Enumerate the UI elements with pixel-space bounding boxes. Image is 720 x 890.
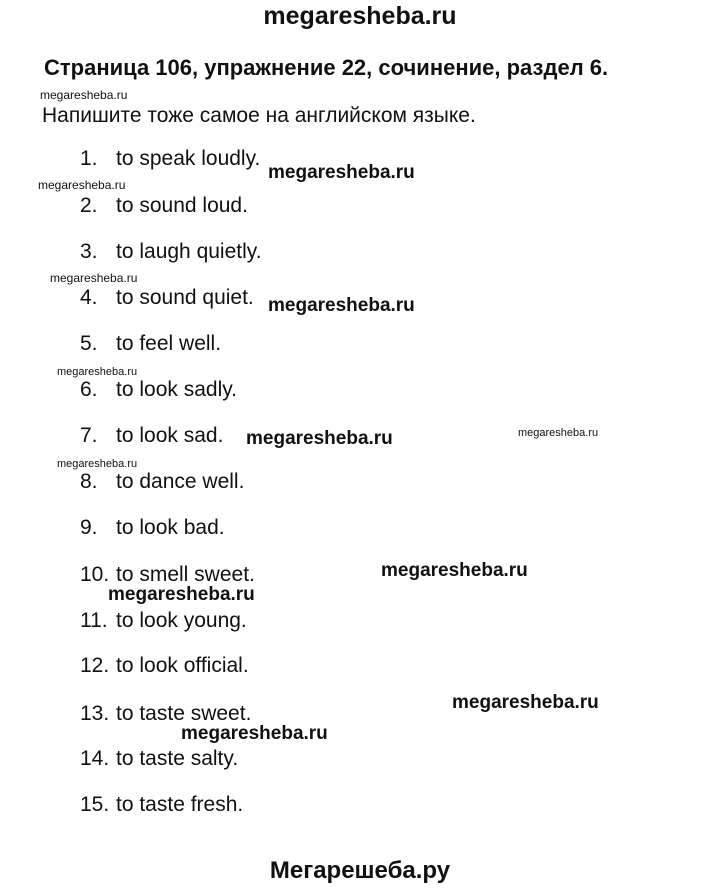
item-text: to sound quiet. [116,286,254,309]
item-number: 5. [80,332,98,355]
item-number: 9. [80,516,98,539]
item-number: 6. [80,378,98,401]
list-item [80,332,221,356]
item-number: 2. [80,194,98,217]
watermark: megaresheba.ru [40,88,128,102]
watermark: megaresheba.ru [38,178,126,192]
item-number: 7. [80,424,98,447]
list-item [80,378,237,402]
item-number: 14. [80,747,110,770]
item-text: to look bad. [116,516,225,539]
list-item [80,654,249,678]
item-number: 4. [80,286,98,309]
list-item [80,793,243,817]
item-number: 10. [80,563,110,586]
watermark: megaresheba.ru [181,723,328,744]
item-text: to look sad. [116,424,224,447]
watermark: megaresheba.ru [518,427,599,439]
item-text: to look sadly. [116,378,238,401]
list-item [80,424,223,448]
site-header: megaresheba.ru [263,2,457,30]
list-item [80,286,254,310]
watermark: megaresheba.ru [57,458,138,470]
item-text: to speak loudly. [116,147,261,170]
item-number: 13. [80,702,110,725]
item-number: 1. [80,147,98,170]
item-text: to look official. [116,654,249,677]
list-item [80,240,262,264]
item-number: 12. [80,654,110,677]
watermark: megaresheba.ru [246,428,393,449]
item-number: 11. [80,609,108,632]
site-footer: Мегарешеба.ру [269,857,451,884]
item-text: to taste salty. [116,747,239,770]
watermark: megaresheba.ru [108,584,255,605]
item-number: 3. [80,240,98,263]
item-number: 15. [80,793,110,816]
watermark: megaresheba.ru [50,271,138,285]
item-text: to feel well. [116,332,222,355]
page-title: Страница 106, упражнение 22, сочинение, раздел 6. [44,55,609,80]
list-item [80,516,225,540]
list-item [80,194,248,218]
watermark: megaresheba.ru [268,162,415,183]
item-text: to laugh quietly. [116,240,262,263]
item-text: to dance well. [116,470,245,493]
item-text: to taste fresh. [116,793,244,816]
list-item [80,470,244,494]
list-item [80,747,238,771]
list-item [80,147,260,171]
item-text: to taste sweet. [116,702,252,725]
item-text: to sound loud. [116,194,248,217]
watermark: megaresheba.ru [268,295,415,316]
item-number: 8. [80,470,98,493]
task-instruction: Напишите тоже самое на английском языке. [42,104,476,127]
list-item [80,609,247,633]
watermark: megaresheba.ru [381,560,528,581]
item-text: to smell sweet. [116,563,255,586]
item-text: to look young. [116,609,247,632]
watermark: megaresheba.ru [452,692,599,713]
watermark: megaresheba.ru [57,366,138,378]
